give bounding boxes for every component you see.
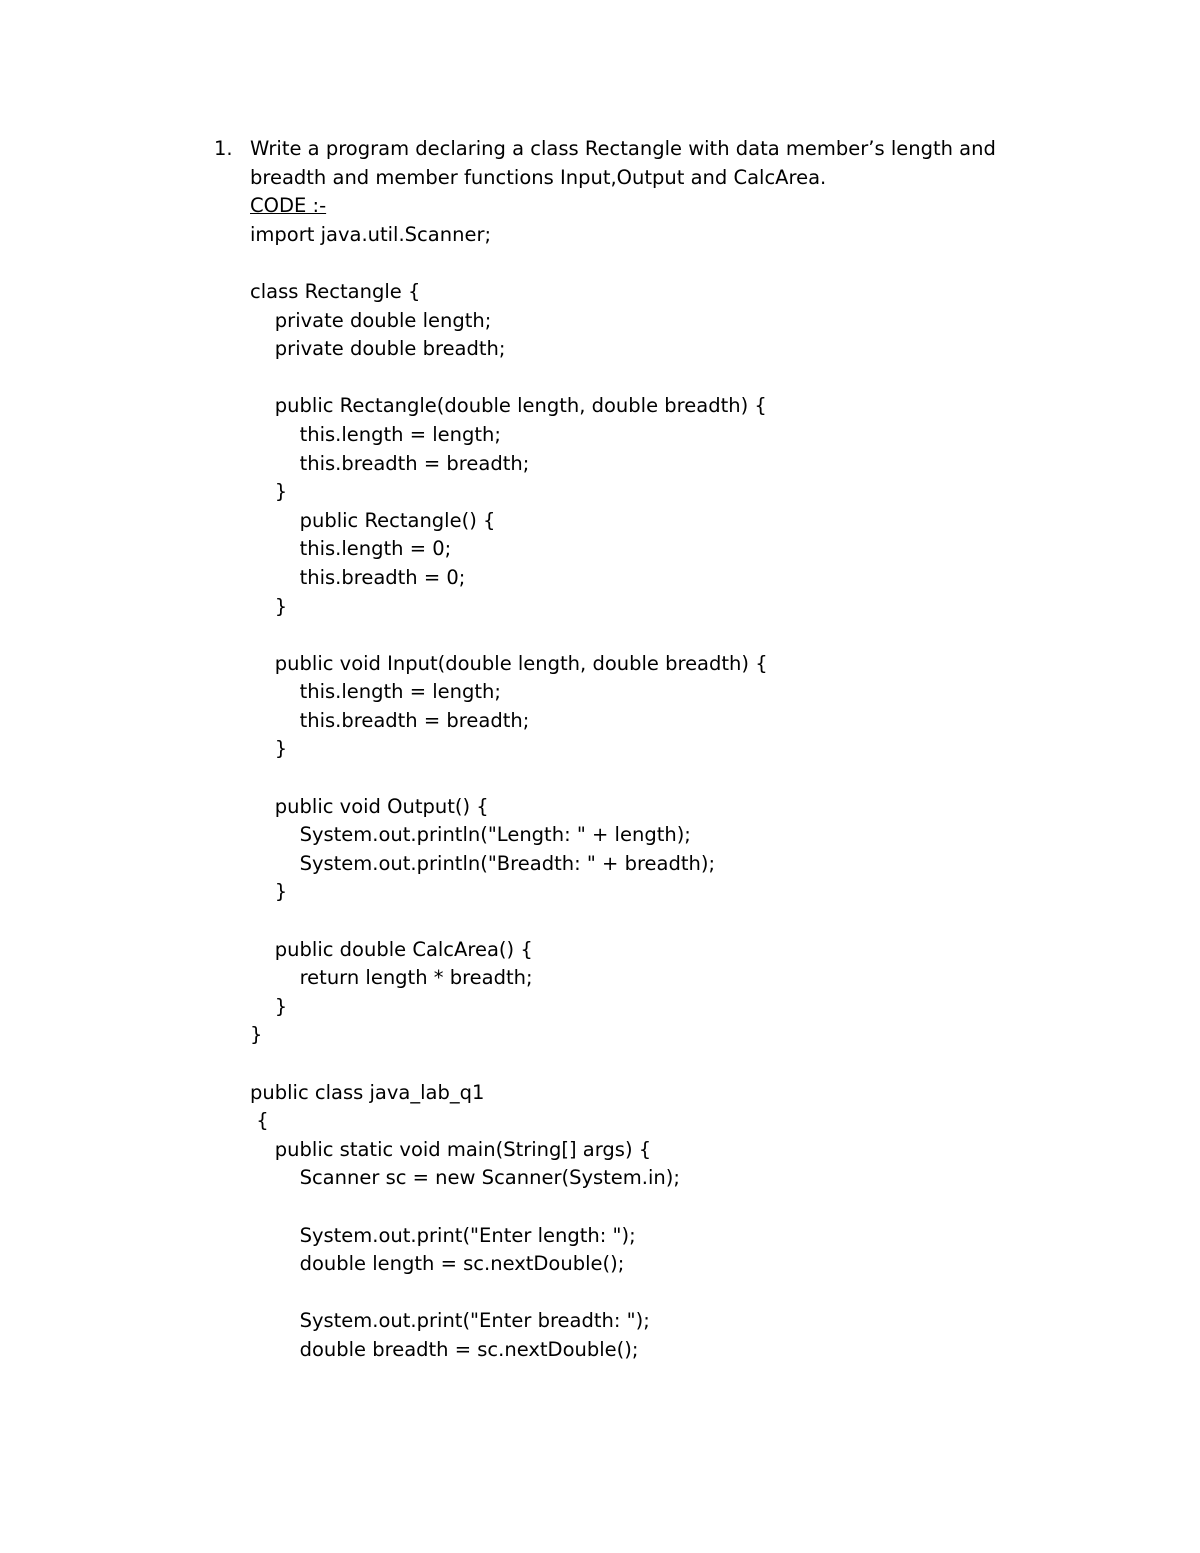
code-line (250, 1193, 1050, 1222)
code-line: class Rectangle { (250, 279, 421, 303)
code-line: this.breadth = breadth; (250, 451, 530, 475)
code-line: public void Output() { (250, 794, 489, 818)
code-line: this.length = length; (250, 680, 501, 704)
code-line: public double CalcArea() { (250, 937, 533, 961)
code-label: CODE :- (250, 194, 327, 218)
code-line: } (250, 1023, 263, 1047)
code-line: this.length = 0; (250, 537, 452, 561)
code-line: } (250, 994, 288, 1018)
code-line (250, 907, 1050, 936)
question-number: 1. (214, 137, 233, 160)
code-line: public void Input(double length, double breadth) { (250, 651, 768, 675)
code-line: this.breadth = breadth; (250, 708, 530, 732)
code-line: { (250, 1109, 269, 1133)
code-line: } (250, 480, 288, 504)
code-line: } (250, 594, 288, 618)
code-line: this.length = length; (250, 422, 501, 446)
code-line (250, 364, 1050, 393)
code-line: return length * breadth; (250, 966, 533, 990)
code-line: System.out.print("Enter breadth: "); (250, 1309, 650, 1333)
code-line: System.out.print("Enter length: "); (250, 1223, 636, 1247)
code-line: import java.util.Scanner; (250, 222, 492, 246)
code-block (250, 221, 1050, 1365)
code-line: double length = sc.nextDouble(); (250, 1252, 625, 1276)
code-line (250, 249, 1050, 278)
code-line: Scanner sc = new Scanner(System.in); (250, 1166, 680, 1190)
code-line: System.out.println("Breadth: " + breadth); (250, 851, 716, 875)
code-line: public Rectangle(double length, double breadth) { (250, 394, 767, 418)
code-line: double breadth = sc.nextDouble(); (250, 1337, 639, 1361)
code-line: System.out.println("Length: " + length); (250, 823, 691, 847)
code-line (250, 621, 1050, 650)
code-line: private double length; (250, 308, 492, 332)
code-line: public class java_lab_q1 (250, 1080, 485, 1104)
code-line (250, 1050, 1050, 1079)
code-line: } (250, 737, 288, 761)
code-line: this.breadth = 0; (250, 565, 466, 589)
question-text-line-2: breadth and member functions Input,Output and CalcArea. (250, 165, 827, 189)
code-line: public Rectangle() { (250, 508, 496, 532)
code-line: private double breadth; (250, 337, 506, 361)
question-text-line-1: Write a program declaring a class Rectangle with data member’s length and (250, 137, 996, 160)
code-line: } (250, 880, 288, 904)
code-line (250, 764, 1050, 793)
code-line (250, 1279, 1050, 1308)
question-block (250, 135, 1050, 1365)
code-line: public static void main(String[] args) { (250, 1137, 652, 1161)
